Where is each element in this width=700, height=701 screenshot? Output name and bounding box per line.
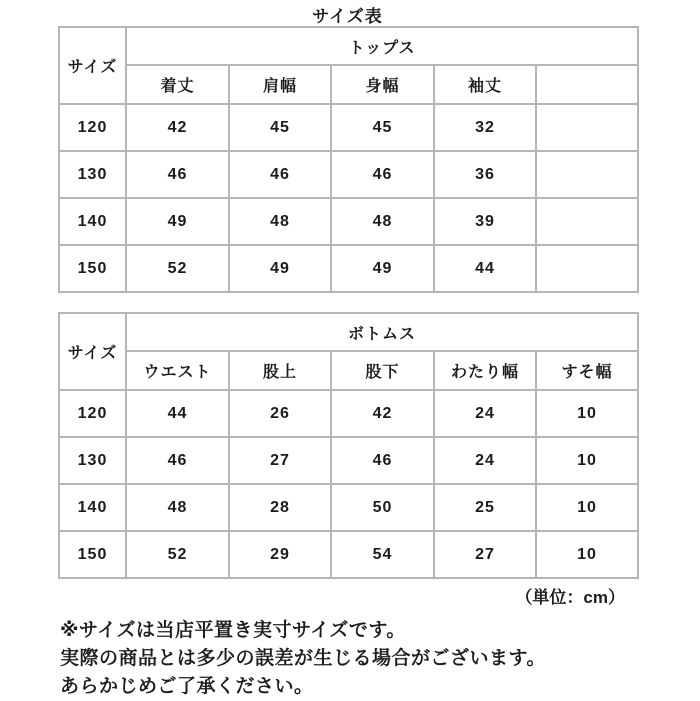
tops-column-header-kitake: 着丈	[126, 65, 229, 104]
value-cell: 46	[331, 437, 434, 484]
value-cell: 39	[434, 198, 536, 245]
value-cell: 25	[434, 484, 536, 531]
value-cell: 45	[331, 104, 434, 151]
value-cell-empty	[536, 245, 638, 292]
value-cell: 24	[434, 437, 536, 484]
bottoms-column-header-rise: 股上	[229, 351, 331, 390]
value-cell: 10	[536, 390, 638, 437]
note-line: 実際の商品とは多少の誤差が生じる場合がございます。	[60, 648, 546, 669]
unit-note: （単位：cm）	[515, 588, 625, 607]
bottoms-size-corner-header: サイズ	[59, 313, 126, 390]
tops-size-table	[58, 26, 639, 293]
bottoms-column-header-thigh: わたり幅	[434, 351, 536, 390]
value-cell: 29	[229, 531, 331, 578]
value-cell: 46	[126, 151, 229, 198]
bottoms-subheader-row	[59, 351, 638, 390]
value-cell: 10	[536, 437, 638, 484]
table-row	[59, 437, 638, 484]
bottoms-header-row	[59, 313, 638, 351]
tops-column-header-mihaba: 身幅	[331, 65, 434, 104]
value-cell: 49	[331, 245, 434, 292]
tops-size-corner-header: サイズ	[59, 27, 126, 104]
note-line: あらかじめご了承ください。	[60, 676, 314, 697]
value-cell: 48	[229, 198, 331, 245]
size-cell: 140	[59, 198, 126, 245]
bottoms-column-header-hem: すそ幅	[536, 351, 638, 390]
bottoms-size-table	[58, 312, 639, 579]
size-cell: 140	[59, 484, 126, 531]
table-row	[59, 531, 638, 578]
value-cell: 32	[434, 104, 536, 151]
value-cell: 54	[331, 531, 434, 578]
value-cell-empty	[536, 151, 638, 198]
table-row	[59, 151, 638, 198]
value-cell: 46	[126, 437, 229, 484]
size-cell: 130	[59, 151, 126, 198]
value-cell: 10	[536, 484, 638, 531]
tops-group-header: トップス	[126, 27, 638, 65]
value-cell: 42	[126, 104, 229, 151]
value-cell: 48	[126, 484, 229, 531]
value-cell: 49	[229, 245, 331, 292]
value-cell: 46	[229, 151, 331, 198]
note-line: ※サイズは当店平置き実寸サイズです。	[60, 620, 406, 641]
value-cell: 28	[229, 484, 331, 531]
value-cell: 48	[331, 198, 434, 245]
value-cell-empty	[536, 104, 638, 151]
tops-header-row	[59, 27, 638, 65]
size-cell: 150	[59, 531, 126, 578]
value-cell: 49	[126, 198, 229, 245]
value-cell: 36	[434, 151, 536, 198]
tops-column-header-empty	[536, 65, 638, 104]
value-cell: 52	[126, 531, 229, 578]
value-cell-empty	[536, 198, 638, 245]
bottoms-group-header: ボトムス	[126, 313, 638, 351]
value-cell: 44	[434, 245, 536, 292]
table-row	[59, 245, 638, 292]
value-cell: 45	[229, 104, 331, 151]
size-cell: 120	[59, 390, 126, 437]
size-cell: 150	[59, 245, 126, 292]
bottoms-column-header-waist: ウエスト	[126, 351, 229, 390]
page-title: サイズ表	[312, 7, 383, 26]
bottoms-column-header-inseam: 股下	[331, 351, 434, 390]
value-cell: 10	[536, 531, 638, 578]
value-cell: 52	[126, 245, 229, 292]
tops-column-header-sodetake: 袖丈	[434, 65, 536, 104]
size-disclaimer-notes	[60, 617, 660, 701]
value-cell: 50	[331, 484, 434, 531]
size-cell: 120	[59, 104, 126, 151]
value-cell: 26	[229, 390, 331, 437]
value-cell: 24	[434, 390, 536, 437]
value-cell: 27	[434, 531, 536, 578]
table-row	[59, 390, 638, 437]
value-cell: 42	[331, 390, 434, 437]
value-cell: 46	[331, 151, 434, 198]
tops-subheader-row	[59, 65, 638, 104]
value-cell: 44	[126, 390, 229, 437]
table-row	[59, 484, 638, 531]
value-cell: 27	[229, 437, 331, 484]
table-row	[59, 198, 638, 245]
table-row	[59, 104, 638, 151]
size-cell: 130	[59, 437, 126, 484]
tops-column-header-katahaba: 肩幅	[229, 65, 331, 104]
